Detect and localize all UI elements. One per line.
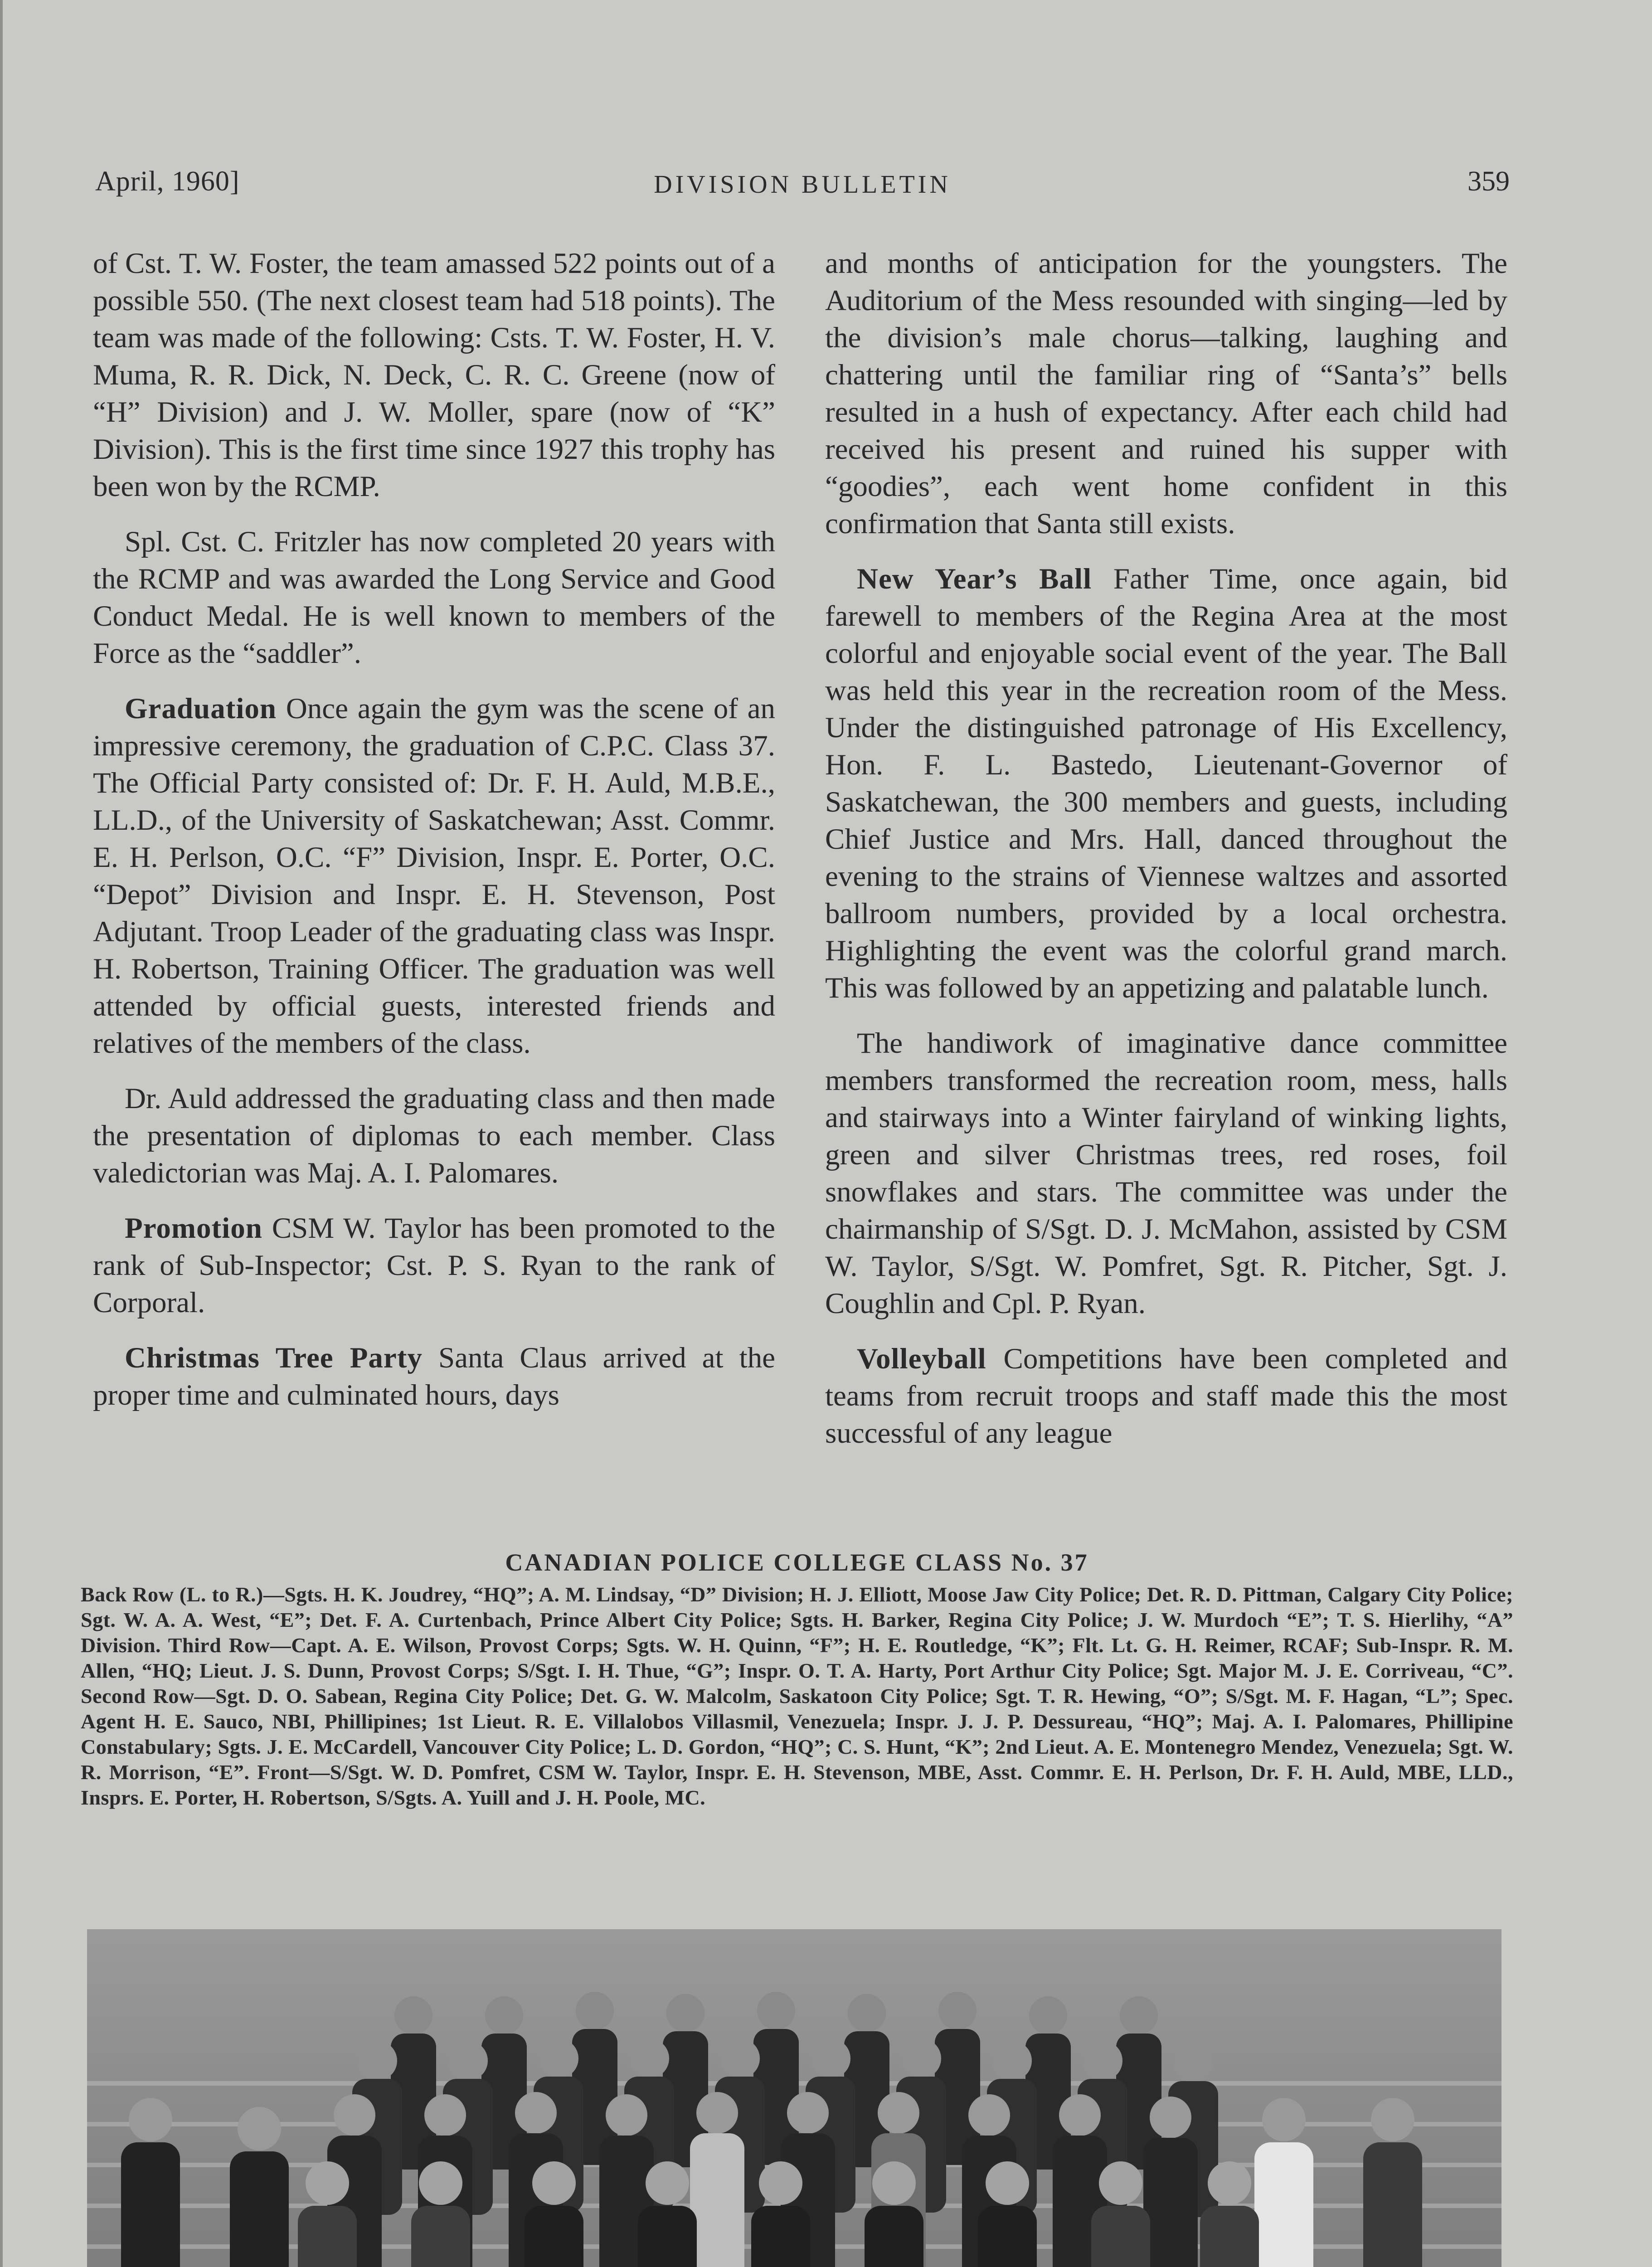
section-heading: Christmas Tree Party (125, 1342, 423, 1374)
caption-text: Back Row (L. to R.)—Sgts. H. K. Joudrey, “HQ”; A. M. Lindsay, “D” Division; H. J. Elliott, Moose Jaw City Police; Det. R. D. Pittman, Calgary City Police; Sgt. W. A. A. West, “E”; Det. F. A. Curtenbach, Prince Albert City Police; Sgts. H. Barker, Regina City Police; J. W. Murdoch “E”; T. S. Hierlihy, “A” Division. Third Row—Capt. A. E. Wilson, Provost Corps; Sgts. W. H. Quinn, “F”; H. E. Routledge, “K”; Flt. Lt. G. H. Reimer, RCAF; Sub-Inspr. R. M. Allen, “HQ; Lieut. J. S. Dunn, Provost Corps; S/Sgt. I. H. Thue, “G”; Inspr. O. T. A. Harty, Port Arthur City Police; Sgt. Major M. J. E. Corriveau, “C”. Second Row—Sgt. D. O. Sabean, Regina City Police; Det. G. W. Malcolm, Saskatoon City Police; Sgt. T. R. Hewing, “O”; S/Sgt. M. F. Hagan, “L”; Spec. Agent H. E. Sauco, NBI, Phillipines; 1st Lieut. R. E. Villalobos Villasmil, Venezuela; Inspr. J. J. P. Dessureau, “HQ”; Maj. A. I. Palomares, Phillipine Constabulary; Sgts. J. E. McCardell, Vancouver City Police; L. D. Gordon, “HQ”; C. S. Hunt, “K”; 2nd Lieut. A. E. Montenegro Mendez, Venezuela; Sgt. W. R. Morrison, “E”. Front—S/Sgt. W. D. Pomfret, CSM W. Taylor, Inspr. E. H. Stevenson, MBE, Asst. Commr. E. H. Perlson, Dr. F. H. Auld, MBE, LLD., Insprs. E. Porter, H. Robertson, S/Sgts. A. Yuill and J. H. Poole, MC. (81, 1583, 1513, 1809)
photo-caption (81, 1548, 1513, 1810)
paragraph: Spl. Cst. C. Fritzler has now completed 20 years with the RCMP and was awarded the Long Service and Good Conduct Medal. He is well known to members of the Force as the “saddler”. (93, 525, 775, 670)
section-heading: Volleyball (857, 1343, 986, 1375)
paragraph-text: Competitions have been completed and teams from recruit troops and staff made this the most successful of any league (825, 1343, 1507, 1450)
caption-title: CANADIAN POLICE COLLEGE CLASS No. 37 (505, 1549, 1089, 1576)
left-column (93, 245, 775, 1528)
page-number: 359 (1467, 166, 1510, 197)
section-heading: Promotion (125, 1212, 262, 1245)
paragraph: and months of anticipation for the youngsters. The Auditorium of the Mess resounded with singing—led by the division’s male chorus—talking, laughing and chattering until the familiar ring of “Santa’s” bells resulted in a hush of expectancy. After each child had received his present and ruined his supper with “goodies”, each went home confident in this confirmation that Santa still exists. (825, 247, 1507, 540)
header-date: April, 1960] (95, 166, 240, 197)
paragraph (93, 1339, 775, 1414)
paragraph (93, 1210, 775, 1321)
paragraph-text: Santa Claus arrived at the proper time and culminated hours, days (93, 1342, 775, 1411)
running-header (95, 156, 1510, 206)
group-photo-illustration (87, 1929, 1501, 2267)
paragraph (825, 1340, 1507, 1452)
paragraph: of Cst. T. W. Foster, the team amassed 522 points out of a possible 550. (The next closest team had 518 points). The team was made of the following: Csts. T. W. Foster, H. V. Muma, R. R. Dick, N. Deck, C. R. C. Greene (now of “H” Division) and J. W. Moller, spare (now of “K” Division). This is the first time since 1927 this trophy has been won by the RCMP. (93, 247, 775, 503)
paragraph-text: Once again the gym was the scene of an impressive ceremony, the graduation of C.P.C. Class 37. The Official Party consisted of: Dr. F. H. Auld, M.B.E., LL.D., of the University of Saskatchewan; Asst. Commr. E. H. Perlson, O.C. “F” Division, Inspr. E. Porter, O.C. “Depot” Division and Inspr. E. H. Stevenson, Post Adjutant. Troop Leader of the graduating class was Inspr. H. Robertson, Training Officer. The graduation was well attended by official guests, interested friends and relatives of the members of the class. (93, 692, 775, 1060)
paragraph-text: CSM W. Taylor has been promoted to the rank of Sub-Inspector; Cst. P. S. Ryan to the rank of Corporal. (93, 1212, 775, 1319)
paragraph-text: Father Time, once again, bid farewell to members of the Regina Area at the most colorful and enjoyable social event of the year. The Ball was held this year in the recreation room of the Mess. Under the distinguished patronage of His Excellency, Hon. F. L. Bastedo, Lieutenant-Governor of Saskatchewan, the 300 members and guests, including Chief Justice and Mrs. Hall, danced throughout the evening to the strains of Viennese waltzes and assorted ballroom numbers, provided by a local orchestra. Highlighting the event was the colorful grand march. This was followed by an appetizing and palatable lunch. (825, 563, 1507, 1004)
page-edge (0, 0, 3, 2267)
group-photograph (87, 1929, 1501, 2267)
section-heading: Graduation (125, 692, 277, 725)
paragraph: Dr. Auld addressed the graduating class and then made the presentation of diplomas to each member. Class valedictorian was Maj. A. I. Palomares. (93, 1082, 775, 1189)
right-column (825, 245, 1507, 1528)
header-title: DIVISION BULLETIN (654, 170, 951, 199)
section-heading: New Year’s Ball (857, 563, 1092, 595)
paragraph (93, 690, 775, 1062)
paragraph: The handiwork of imaginative dance committee members transformed the recreation room, mess, halls and stairways into a Winter fairyland of winking lights, green and silver Christmas trees, red roses, foil snowflakes and stars. The committee was under the chairmanship of S/Sgt. D. J. McMahon, assisted by CSM W. Taylor, S/Sgt. W. Pomfret, Sgt. R. Pitcher, Sgt. J. Coughlin and Cpl. P. Ryan. (825, 1027, 1507, 1320)
paragraph (825, 560, 1507, 1007)
